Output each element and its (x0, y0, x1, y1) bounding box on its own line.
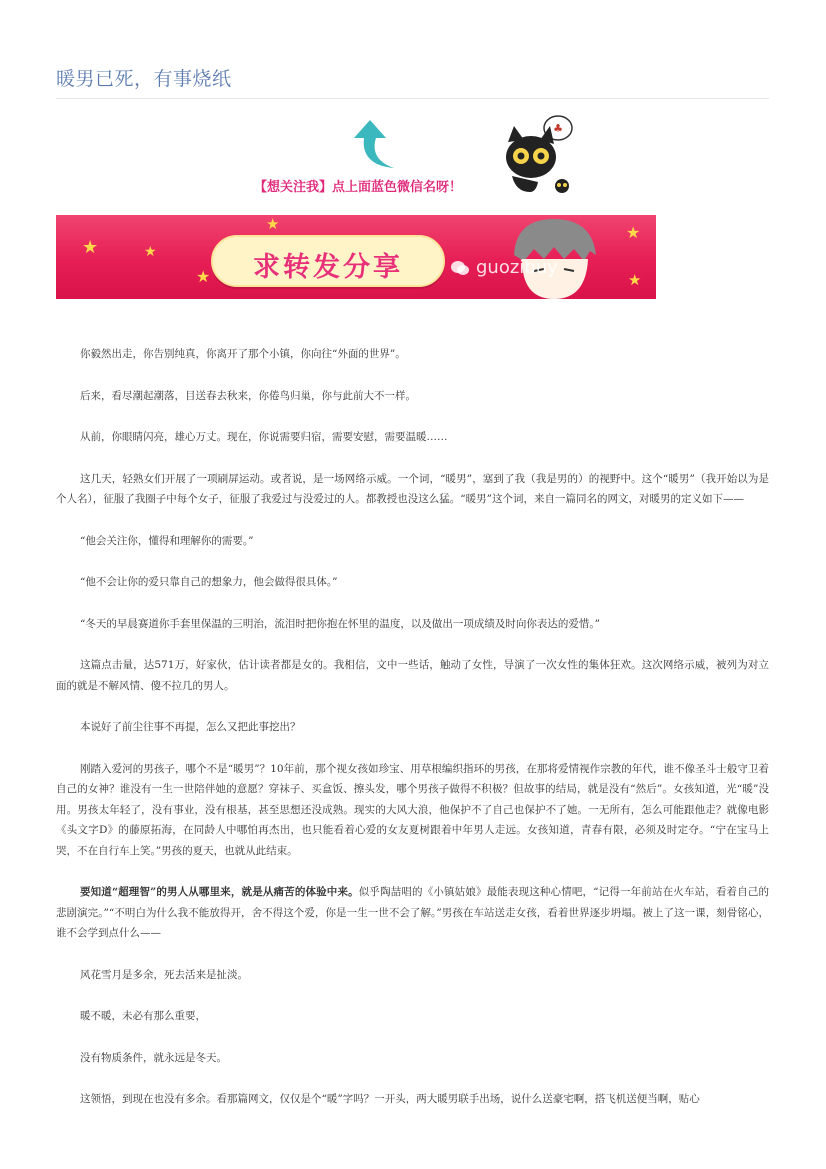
star-icon: ★ (196, 267, 211, 286)
curved-arrow-icon (336, 116, 406, 178)
follow-banner-text: 【想关注我】点上面蓝色微信名呀！ (254, 180, 463, 195)
article-paragraph: 要知道“超理智”的男人从哪里来，就是从痛苦的体验中来。似乎陶喆唱的《小镇姑娘》最能表现这种心情吧，“记得一年前站在火车站，看着自己的悲剧演完。”“不明白为什么我不能放得开，舍不得这个爱，你是一生一世不会了解。”男孩在车站送走女孩，看着世界逐步坍塌。被上了这一课，刻骨铭心，谁不会学到点什么—— (56, 886, 770, 939)
share-banner[interactable] (56, 215, 656, 299)
article-paragraph: 本说好了前尘往事不再提，怎么又把此事挖出？ (80, 721, 301, 733)
follow-banner[interactable] (248, 112, 578, 200)
article-quote: “冬天的早晨赛道你手套里保温的三明治，流泪时把你抱在怀里的温度，以及做出一项成绩及时向你表达的爱惜。” (80, 617, 600, 630)
article-verse: 暖不暖，未必有那么重要， (80, 1010, 206, 1022)
star-icon: ★ (628, 271, 642, 289)
star-icon: ★ (266, 215, 280, 233)
svg-text:♣: ♣ (553, 122, 563, 135)
article-paragraph: 后来，看尽潮起潮落，目送春去秋来，你倦鸟归巢，你与此前大不一样。 (80, 389, 416, 402)
article-quote: “他不会让你的爱只靠自己的想象力，他会做得很具体。” (80, 576, 338, 588)
article-body (56, 344, 769, 1110)
star-icon: ★ (626, 223, 641, 242)
article-verse: 风花雪月是多余，死去活来是扯淡。 (80, 968, 248, 981)
article-title: 暖男已死，有事烧纸 (56, 68, 232, 90)
emphasis-text: 要知道“超理智”的男人从哪里来，就是从痛苦的体验中来。 (80, 886, 359, 898)
article-verse: 没有物质条件，就永远是冬天。 (80, 1051, 227, 1064)
article-quote: “他会关注你，懂得和理解你的需要。” (80, 534, 254, 547)
star-icon: ★ (144, 244, 157, 260)
star-icon: ★ (82, 237, 99, 258)
article-paragraph: 这领悟，到现在也没有多余。看那篇网文，仅仅是个“暖”字吗？一开头，两大暖男联手出场，说什么送豪宅啊，搭飞机送便当啊，贴心 (80, 1093, 700, 1105)
article-paragraph: 刚踏入爱河的男孩子，哪个不是“暖男”？10年前，那个视女孩如珍宝、用草根编织指环的男孩，在那将爱情视作宗教的年代，谁不像圣斗士般守卫着自己的女神？谁没有一生一世陪伴她的意愿？穿袜子、买盒饭、擦头发，哪个男孩子做得不积极？但故事的结局，就是没有“然后”。女孩知道，光“暖”没用。男孩太年轻了，没有事业，没有根基，甚至思想还没成熟。现实的大风大浪，他保护不了自己也保护不了她。一无所有，怎么可能跟他走？就像电影《头文字D》的藤原拓海，在同龄人中哪怕再杰出，也只能看着心爱的女友夏树跟着中年男人走远。女孩知道，青春有限，必须及时定夺。“宁在宝马上哭，不在自行车上笑。”男孩的夏天，也就从此结束。 (56, 762, 769, 857)
article-paragraph: 这篇点击量，达571万，好家伙，估计读者都是女的。我相信，文中一些话，触动了女性，导演了一次女性的集体狂欢。这次网络示威，被列为对立面的就是不解风情、傻不拉几的男人。 (56, 659, 769, 692)
article-paragraph: 你毅然出走，你告别纯真，你离开了那个小镇，你向往“外面的世界”。 (80, 348, 406, 360)
article-paragraph: 从前，你眼睛闪亮，雄心万丈。现在，你说需要归宿，需要安慰，需要温暖…… (80, 431, 448, 443)
share-banner-text: 求转发分享 (253, 252, 403, 283)
cartoon-cat-icon (500, 112, 580, 198)
wechat-icon (450, 260, 470, 276)
wechat-id: guozibuy (476, 257, 558, 278)
article-paragraph: 这几天，轻熟女们开展了一项刷屏运动。或者说，是一场网络示威。一个词，“暖男”，塞到了我（我是男的）的视野中。这个“暖男”（我开始以为是个人名），征服了我圈子中每个女子，征服了我爱过与没爱过的人。都教授也没这么猛。“暖男”这个词，来自一篇同名的网文，对暖男的定义如下—— (56, 472, 769, 505)
share-pill (211, 235, 445, 287)
title-divider (56, 98, 769, 99)
